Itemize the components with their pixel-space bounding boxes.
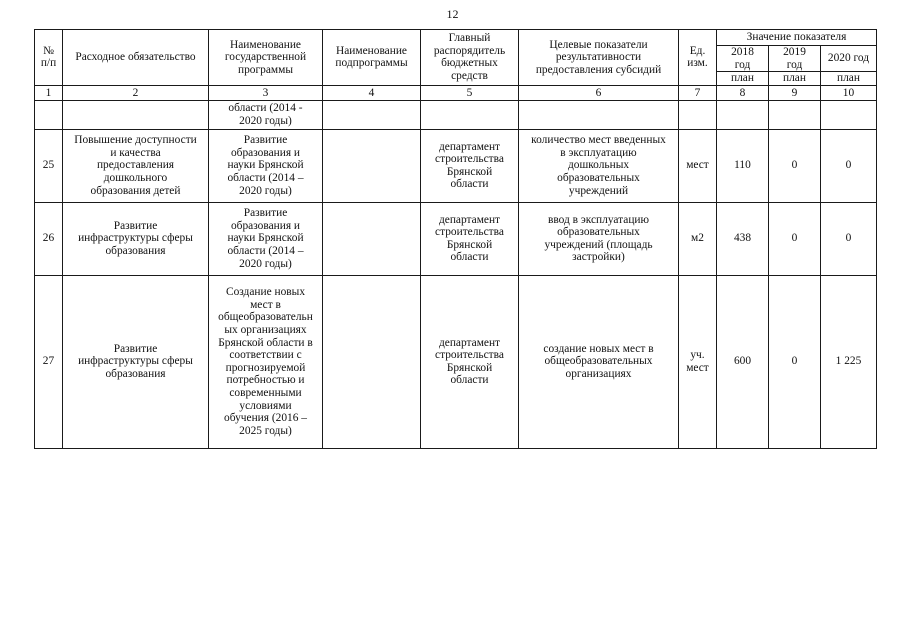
- column-number: 2: [63, 85, 209, 100]
- header-plan-2019: план: [769, 72, 821, 86]
- cell-program: Развитие образования и науки Брянской области (2014 – 2020 годы): [209, 129, 323, 202]
- cell-obligation: Повышение доступности и качества предоставления дошкольного образования детей: [63, 129, 209, 202]
- cell-subprogram: [323, 129, 421, 202]
- cell-distributor: [421, 100, 519, 129]
- cell-value-2020: [821, 100, 877, 129]
- cell-value-2018: 600: [717, 275, 769, 448]
- header-year-2018: 2018 год: [717, 46, 769, 72]
- cell-unit: мест: [679, 129, 717, 202]
- column-number: 4: [323, 85, 421, 100]
- continuation-row: [35, 100, 877, 129]
- column-number: 10: [821, 85, 877, 100]
- cell-program: области (2014 - 2020 годы): [209, 100, 323, 129]
- cell-unit: [679, 100, 717, 129]
- column-number: 7: [679, 85, 717, 100]
- cell-value-2020: 1 225: [821, 275, 877, 448]
- cell-value-2019: 0: [769, 202, 821, 275]
- cell-num: 26: [35, 202, 63, 275]
- cell-obligation: [63, 100, 209, 129]
- column-number-row: [35, 85, 877, 100]
- cell-value-2019: 0: [769, 275, 821, 448]
- column-number: 3: [209, 85, 323, 100]
- header-plan-2018: план: [717, 72, 769, 86]
- cell-value-2018: [717, 100, 769, 129]
- cell-num: 25: [35, 129, 63, 202]
- table-row: [35, 202, 877, 275]
- column-number: 1: [35, 85, 63, 100]
- cell-obligation: Развитие инфраструктуры сферы образования: [63, 202, 209, 275]
- page-number: 12: [446, 7, 459, 21]
- cell-distributor: департамент строительства Брянской области: [421, 129, 519, 202]
- cell-value-2019: [769, 100, 821, 129]
- cell-program: Создание новых мест в общеобразовательн ых организациях Брянской области в соответствии с прогнозируемой потребностью и современными условиями обучения (2016 – 2025 годы): [209, 275, 323, 448]
- cell-subprogram: [323, 202, 421, 275]
- header-year-2019: 2019 год: [769, 46, 821, 72]
- header-obligation: Расходное обязательство: [63, 30, 209, 86]
- cell-value-2018: 438: [717, 202, 769, 275]
- header-targets: Целевые показатели результативности предоставления субсидий: [519, 30, 679, 86]
- column-number: 8: [717, 85, 769, 100]
- cell-distributor: департамент строительства Брянской области: [421, 275, 519, 448]
- cell-target: [519, 100, 679, 129]
- cell-value-2018: 110: [717, 129, 769, 202]
- cell-target: создание новых мест в общеобразовательных организациях: [519, 275, 679, 448]
- cell-value-2019: 0: [769, 129, 821, 202]
- cell-subprogram: [323, 100, 421, 129]
- header-subprogram: Наименование подпрограммы: [323, 30, 421, 86]
- indicator-table: [34, 29, 877, 449]
- header-unit: Ед. изм.: [679, 30, 717, 86]
- table-row: [35, 129, 877, 202]
- column-number: 6: [519, 85, 679, 100]
- header-program: Наименование государственной программы: [209, 30, 323, 86]
- column-number: 5: [421, 85, 519, 100]
- header-distributor: Главный распорядитель бюджетных средств: [421, 30, 519, 86]
- table-row: [35, 275, 877, 448]
- column-number: 9: [769, 85, 821, 100]
- header-plan-2020: план: [821, 72, 877, 86]
- header-value-group: Значение показателя: [717, 30, 877, 46]
- header-row: [35, 30, 877, 46]
- header-num: № п/п: [35, 30, 63, 86]
- cell-subprogram: [323, 275, 421, 448]
- cell-num: [35, 100, 63, 129]
- cell-distributor: департамент строительства Брянской области: [421, 202, 519, 275]
- header-year-2020: 2020 год: [821, 46, 877, 72]
- cell-program: Развитие образования и науки Брянской области (2014 – 2020 годы): [209, 202, 323, 275]
- cell-value-2020: 0: [821, 129, 877, 202]
- cell-unit: уч. мест: [679, 275, 717, 448]
- cell-unit: м2: [679, 202, 717, 275]
- cell-num: 27: [35, 275, 63, 448]
- cell-target: ввод в эксплуатацию образовательных учреждений (площадь застройки): [519, 202, 679, 275]
- cell-obligation: Развитие инфраструктуры сферы образования: [63, 275, 209, 448]
- cell-value-2020: 0: [821, 202, 877, 275]
- cell-target: количество мест введенных в эксплуатацию дошкольных образовательных учреждений: [519, 129, 679, 202]
